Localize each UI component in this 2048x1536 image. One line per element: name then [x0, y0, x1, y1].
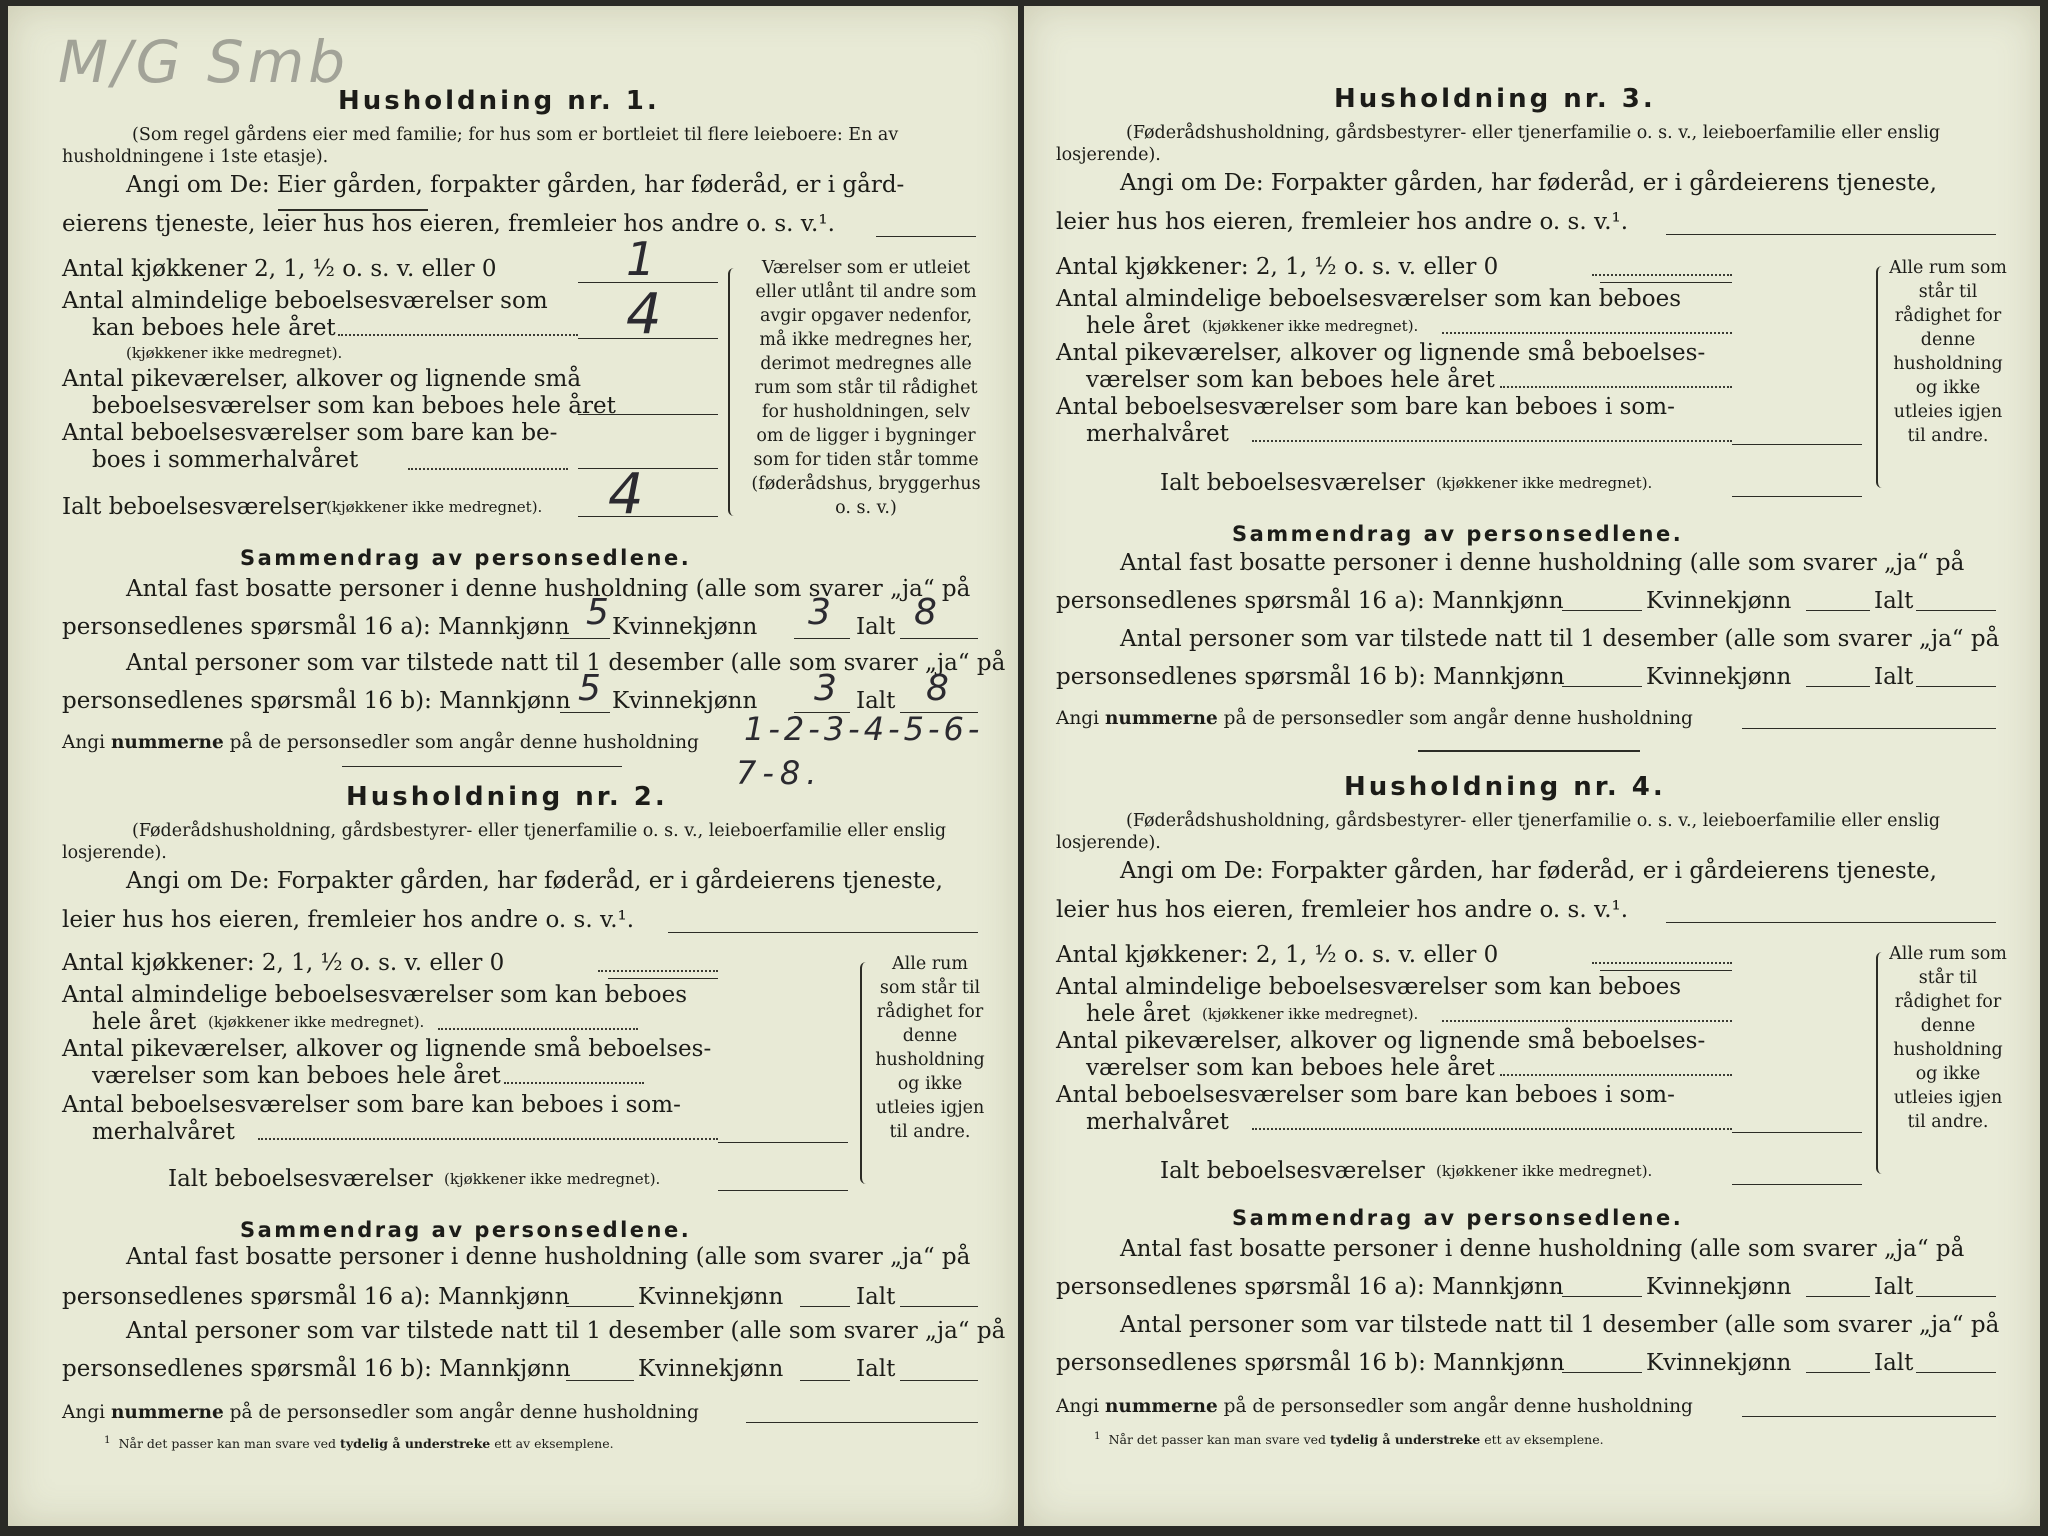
- h4-fast-line2: personsedlenes spørsmål 16 a): Mannkjønn: [1056, 1274, 1564, 1300]
- h4-dots-kjokkener: [1592, 962, 1732, 964]
- h2-dots-kjokkener: [598, 970, 718, 972]
- h3-dots-alm: [1442, 332, 1732, 334]
- h4-q-pike1: Antal pikeværelser, alkover og lignende små beboelses-: [1056, 1028, 1706, 1054]
- h4-dots-sommer: [1252, 1128, 1732, 1130]
- h2-fast-line2: personsedlenes spørsmål 16 a): Mannkjønn: [62, 1284, 570, 1310]
- h3-q-kjokkener: Antal kjøkkener: 2, 1, ½ o. s. v. eller 0: [1056, 254, 1499, 280]
- h1-dots-alm: [338, 334, 578, 336]
- h1-line-ialt[interactable]: [578, 516, 718, 517]
- h3-note: (Føderådshusholdning, gårdsbestyrer- eller tjenerfamilie o. s. v., leieboerfamilie eller enslig losjerende).: [1056, 123, 1941, 165]
- h4-tilst-line1: Antal personer som var tilstede natt til 1 desember (alle som svarer „ja“ på: [1120, 1312, 2000, 1338]
- h1-a-nummer2: 7-8.: [736, 754, 823, 792]
- h2-line-sommer[interactable]: [718, 1142, 848, 1143]
- h1-angi-line1: Angi om De: Eier gården, forpakter gården, har føderåd, er i gård-: [126, 172, 905, 198]
- h3-fast-kvinne-label: Kvinnekjønn: [1646, 588, 1792, 614]
- h2-q-ialt: Ialt beboelsesværelser: [168, 1166, 433, 1192]
- h4-line-ialt[interactable]: [1732, 1184, 1862, 1185]
- h4-brace: [1876, 952, 1888, 1174]
- h2-sammendrag-title: Sammendrag av personsedlene.: [240, 1218, 692, 1242]
- h3-angi-answer-line[interactable]: [1666, 234, 1996, 235]
- h1-line-tilst-m[interactable]: [560, 712, 610, 713]
- h3-separator: [1418, 750, 1640, 752]
- h1-eier-underline: [278, 209, 428, 211]
- h3-angi-line1: Angi om De: Forpakter gården, har føderåd, er i gårdeierens tjeneste,: [1120, 170, 1937, 196]
- h4-side-note: Alle rum som står til rådighet for denne husholdning og ikke utleies igjen til andre.: [1889, 944, 2007, 1132]
- h3-q-pike1: Antal pikeværelser, alkover og lignende små beboelses-: [1056, 340, 1706, 366]
- h3-line-tilst-i[interactable]: [1916, 686, 1996, 687]
- h4-line-tilst-m[interactable]: [1562, 1372, 1642, 1373]
- h2-tilst-ialt-label: Ialt: [856, 1356, 896, 1382]
- h2-q-alm3: (kjøkkener ikke medregnet).: [208, 1013, 425, 1031]
- h2-nummer-line: Angi nummerne på de personsedler som angår denne husholdning: [62, 1402, 699, 1423]
- h2-side-note: Alle rum som står til rådighet for denne husholdning og ikke utleies igjen til andre.: [875, 954, 985, 1142]
- h1-angi-answer-line[interactable]: [876, 236, 976, 237]
- h1-fast-line1: Antal fast bosatte personer i denne husholdning (alle som svarer „ja“ på: [126, 576, 971, 602]
- h3-q-alm1: Antal almindelige beboelsesværelser som kan beboes: [1056, 286, 1682, 312]
- h3-fast-line2: personsedlenes spørsmål 16 a): Mannkjønn: [1056, 588, 1564, 614]
- h3-side-note: Alle rum som står til rådighet for denne husholdning og ikke utleies igjen til andre.: [1889, 258, 2007, 446]
- h2-line-ialt[interactable]: [718, 1190, 848, 1191]
- h1-a-nummer1: 1-2-3-4-5-6-: [744, 710, 984, 748]
- h2-line-fast-i[interactable]: [900, 1306, 978, 1307]
- h3-line-fast-k[interactable]: [1806, 610, 1870, 611]
- h2-tilst-line2: personsedlenes spørsmål 16 b): Mannkjønn: [62, 1356, 571, 1382]
- h2-q-sommer2: merhalvåret: [92, 1119, 235, 1145]
- h2-note: (Føderådshusholdning, gårdsbestyrer- eller tjenerfamilie o. s. v., leieboerfamilie eller enslig losjerende).: [62, 821, 947, 863]
- h2-brace: [860, 962, 872, 1184]
- h3-tilst-line2: personsedlenes spørsmål 16 b): Mannkjønn: [1056, 664, 1565, 690]
- h4-title: Husholdning nr. 4.: [1344, 772, 1666, 802]
- h3-brace: [1876, 266, 1888, 488]
- h1-tilst-line2: personsedlenes spørsmål 16 b): Mannkjønn: [62, 688, 571, 714]
- h3-angi-line2: leier hus hos eieren, fremleier hos andre o. s. v.¹.: [1056, 209, 1629, 235]
- h3-dots-sommer: [1252, 440, 1732, 442]
- h2-angi-answer-line[interactable]: [668, 932, 978, 933]
- h1-line-sommer[interactable]: [578, 468, 718, 469]
- h4-q-ialt-note: (kjøkkener ikke medregnet).: [1436, 1162, 1653, 1180]
- h1-dots-sommer: [408, 468, 568, 470]
- h2-title: Husholdning nr. 2.: [346, 782, 668, 812]
- h4-q-sommer1: Antal beboelsesværelser som bare kan beboes i som-: [1056, 1082, 1675, 1108]
- h1-a-tilst-k: 3: [814, 668, 837, 709]
- h1-line-fast-i[interactable]: [900, 638, 978, 639]
- h1-q-sommer1: Antal beboelsesværelser som bare kan be-: [62, 420, 558, 446]
- h1-tilst-line1: Antal personer som var tilstede natt til 1 desember (alle som svarer „ja“ på: [126, 650, 1006, 676]
- h1-line-pike[interactable]: [578, 414, 718, 415]
- h4-note: (Føderådshusholdning, gårdsbestyrer- eller tjenerfamilie o. s. v., leieboerfamilie eller enslig losjerende).: [1056, 811, 1941, 853]
- h1-q-alm3: (kjøkkener ikke medregnet).: [126, 344, 343, 362]
- left-footnote: $^1$ Når det passer kan man svare ved tydelig å understreke ett av eksemplene.: [104, 1434, 614, 1452]
- h2-line-tilst-m[interactable]: [566, 1380, 634, 1381]
- h2-line-fast-m[interactable]: [566, 1306, 634, 1307]
- h1-title: Husholdning nr. 1.: [338, 86, 660, 116]
- h3-tilst-ialt-label: Ialt: [1874, 664, 1914, 690]
- h3-line-kjokkener[interactable]: [1600, 282, 1732, 283]
- h3-q-ialt: Ialt beboelsesværelser: [1160, 470, 1425, 496]
- h2-dots-pike: [504, 1082, 644, 1084]
- right-footnote: $^1$ Når det passer kan man svare ved tydelig å understreke ett av eksemplene.: [1094, 1430, 1604, 1448]
- h3-fast-line1: Antal fast bosatte personer i denne husholdning (alle som svarer „ja“ på: [1120, 550, 1965, 576]
- h1-q-pike1: Antal pikeværelser, alkover og lignende små: [62, 366, 582, 392]
- h4-q-alm2: hele året: [1086, 1001, 1191, 1027]
- h1-q-kjokkener: Antal kjøkkener 2, 1, ½ o. s. v. eller 0: [62, 256, 497, 282]
- h3-line-nummer[interactable]: [1742, 728, 1996, 729]
- h3-q-pike2: værelser som kan beboes hele året: [1086, 367, 1495, 393]
- h3-line-fast-i[interactable]: [1916, 610, 1996, 611]
- left-page: [8, 6, 1018, 1526]
- h1-nummer-line: Angi nummerne på de personsedler som angår denne husholdning: [62, 732, 699, 753]
- h4-nummer-line: Angi nummerne på de personsedler som angår denne husholdning: [1056, 1396, 1693, 1417]
- h1-a-tilst-m: 5: [578, 668, 601, 709]
- h1-fast-ialt-label: Ialt: [856, 614, 896, 640]
- h3-q-sommer1: Antal beboelsesværelser som bare kan beboes i som-: [1056, 394, 1675, 420]
- h4-tilst-line2: personsedlenes spørsmål 16 b): Mannkjønn: [1056, 1350, 1565, 1376]
- h2-q-pike2: værelser som kan beboes hele året: [92, 1063, 501, 1089]
- h4-q-kjokkener: Antal kjøkkener: 2, 1, ½ o. s. v. eller 0: [1056, 942, 1499, 968]
- h3-line-tilst-m[interactable]: [1562, 686, 1642, 687]
- h1-line-alm[interactable]: [578, 338, 718, 339]
- h2-line-nummer[interactable]: [746, 1422, 978, 1423]
- h2-q-pike1: Antal pikeværelser, alkover og lignende små beboelses-: [62, 1036, 712, 1062]
- h3-line-tilst-k[interactable]: [1806, 686, 1870, 687]
- h2-q-alm2: hele året: [92, 1009, 197, 1035]
- h1-brace: [728, 268, 740, 516]
- right-page: [1024, 6, 2040, 1526]
- h3-dots-kjokkener: [1592, 274, 1732, 276]
- h1-angi-line2: eierens tjeneste, leier hus hos eieren, fremleier hos andre o. s. v.¹.: [62, 211, 835, 237]
- h3-q-ialt-note: (kjøkkener ikke medregnet).: [1436, 474, 1653, 492]
- h3-q-alm2: hele året: [1086, 313, 1191, 339]
- h1-q-ialt-note: (kjøkkener ikke medregnet).: [326, 498, 543, 516]
- h4-angi-line1: Angi om De: Forpakter gården, har føderåd, er i gårdeierens tjeneste,: [1120, 858, 1937, 884]
- h2-q-kjokkener: Antal kjøkkener: 2, 1, ½ o. s. v. eller 0: [62, 950, 505, 976]
- h2-tilst-line1: Antal personer som var tilstede natt til 1 desember (alle som svarer „ja“ på: [126, 1318, 1006, 1344]
- h4-dots-alm: [1442, 1020, 1732, 1022]
- h4-dots-pike: [1500, 1074, 1732, 1076]
- h4-line-kjokkener[interactable]: [1600, 970, 1732, 971]
- h1-tilst-kvinne-label: Kvinnekjønn: [612, 688, 758, 714]
- h3-tilst-kvinne-label: Kvinnekjønn: [1646, 664, 1792, 690]
- h1-a-ialt: 4: [608, 462, 644, 527]
- h1-a-fast-i: 8: [914, 592, 937, 633]
- h4-q-ialt: Ialt beboelsesværelser: [1160, 1158, 1425, 1184]
- h1-q-ialt: Ialt beboelsesværelser: [62, 494, 327, 520]
- h3-dots-pike: [1500, 386, 1732, 388]
- h4-q-pike2: værelser som kan beboes hele året: [1086, 1055, 1495, 1081]
- h1-a-fast-k: 3: [808, 592, 831, 633]
- h3-line-fast-m[interactable]: [1562, 610, 1642, 611]
- h2-dots-alm: [438, 1028, 638, 1030]
- h1-q-sommer2: boes i sommerhalvåret: [92, 447, 359, 473]
- h2-q-sommer1: Antal beboelsesværelser som bare kan beboes i som-: [62, 1092, 681, 1118]
- h3-tilst-line1: Antal personer som var tilstede natt til 1 desember (alle som svarer „ja“ på: [1120, 626, 2000, 652]
- h4-line-fast-i[interactable]: [1916, 1296, 1996, 1297]
- h1-line-fast-k[interactable]: [794, 638, 850, 639]
- h4-q-sommer2: merhalvåret: [1086, 1109, 1229, 1135]
- h1-note: (Som regel gårdens eier med familie; for hus som er bortleiet til flere leieboere: En av husholdningene i 1ste etasje).: [62, 125, 899, 167]
- h1-a-kjokkener: 1: [626, 232, 656, 286]
- h2-q-alm1: Antal almindelige beboelsesværelser som kan beboes: [62, 982, 688, 1008]
- h3-fast-ialt-label: Ialt: [1874, 588, 1914, 614]
- h3-q-alm3: (kjøkkener ikke medregnet).: [1202, 317, 1419, 335]
- h2-fast-line1: Antal fast bosatte personer i denne husholdning (alle som svarer „ja“ på: [126, 1244, 971, 1270]
- h2-fast-ialt-label: Ialt: [856, 1284, 896, 1310]
- h4-tilst-ialt-label: Ialt: [1874, 1350, 1914, 1376]
- h4-line-sommer[interactable]: [1732, 1132, 1862, 1133]
- h2-q-ialt-note: (kjøkkener ikke medregnet).: [444, 1170, 661, 1188]
- h3-q-sommer2: merhalvåret: [1086, 421, 1229, 447]
- h2-angi-line1: Angi om De: Forpakter gården, har føderåd, er i gårdeierens tjeneste,: [126, 868, 943, 894]
- h4-line-fast-k[interactable]: [1806, 1296, 1870, 1297]
- h1-side-note: Værelser som er utleiet eller utlånt til andre som avgir opgaver nedenfor, må ikke medregnes her, derimot medregnes alle rum som står til rådighet for husholdningen, selv om de ligger i bygninger som for tiden står tomme (føderådshus, bryggerhus o. s. v.): [751, 258, 981, 518]
- h2-line-tilst-k[interactable]: [800, 1380, 850, 1381]
- h1-q-alm2: kan beboes hele året: [92, 315, 336, 341]
- h3-sammendrag-title: Sammendrag av personsedlene.: [1232, 522, 1684, 546]
- h4-q-alm1: Antal almindelige beboelsesværelser som kan beboes: [1056, 974, 1682, 1000]
- h1-q-alm1: Antal almindelige beboelsesværelser som: [62, 288, 548, 314]
- h2-line-fast-k[interactable]: [800, 1306, 850, 1307]
- h1-line-fast-m[interactable]: [560, 638, 610, 639]
- h4-line-tilst-k[interactable]: [1806, 1372, 1870, 1373]
- h2-angi-line2: leier hus hos eieren, fremleier hos andre o. s. v.¹.: [62, 907, 635, 933]
- handwritten-annotation: M/G Smb: [58, 28, 350, 96]
- h2-line-tilst-i[interactable]: [900, 1380, 978, 1381]
- h1-sammendrag-title: Sammendrag av personsedlene.: [240, 546, 692, 570]
- h4-angi-line2: leier hus hos eieren, fremleier hos andre o. s. v.¹.: [1056, 897, 1629, 923]
- h4-q-alm3: (kjøkkener ikke medregnet).: [1202, 1005, 1419, 1023]
- h2-tilst-kvinne-label: Kvinnekjønn: [638, 1356, 784, 1382]
- h1-separator: [342, 766, 622, 767]
- h1-fast-line2: personsedlenes spørsmål 16 a): Mannkjønn: [62, 614, 570, 640]
- h4-line-fast-m[interactable]: [1562, 1296, 1642, 1297]
- h3-line-sommer[interactable]: [1732, 444, 1862, 445]
- h1-fast-kvinne-label: Kvinnekjønn: [612, 614, 758, 640]
- h2-dots-sommer: [258, 1138, 718, 1140]
- h4-angi-answer-line[interactable]: [1666, 922, 1996, 923]
- h2-fast-kvinne-label: Kvinnekjønn: [638, 1284, 784, 1310]
- h4-sammendrag-title: Sammendrag av personsedlene.: [1232, 1206, 1684, 1230]
- h4-line-tilst-i[interactable]: [1916, 1372, 1996, 1373]
- h3-line-ialt[interactable]: [1732, 496, 1862, 497]
- h2-line-kjokkener[interactable]: [608, 978, 718, 979]
- h1-q-pike2: beboelsesværelser som kan beboes hele året: [92, 393, 616, 419]
- h1-a-fast-m: 5: [586, 592, 609, 633]
- h4-fast-ialt-label: Ialt: [1874, 1274, 1914, 1300]
- h1-a-alm: 4: [626, 282, 662, 347]
- h4-fast-line1: Antal fast bosatte personer i denne husholdning (alle som svarer „ja“ på: [1120, 1236, 1965, 1262]
- h3-nummer-line: Angi nummerne på de personsedler som angår denne husholdning: [1056, 708, 1693, 729]
- h3-title: Husholdning nr. 3.: [1334, 84, 1656, 114]
- h1-a-tilst-i: 8: [926, 668, 949, 709]
- h1-tilst-ialt-label: Ialt: [856, 688, 896, 714]
- h4-tilst-kvinne-label: Kvinnekjønn: [1646, 1350, 1792, 1376]
- h4-fast-kvinne-label: Kvinnekjønn: [1646, 1274, 1792, 1300]
- h4-line-nummer[interactable]: [1742, 1416, 1996, 1417]
